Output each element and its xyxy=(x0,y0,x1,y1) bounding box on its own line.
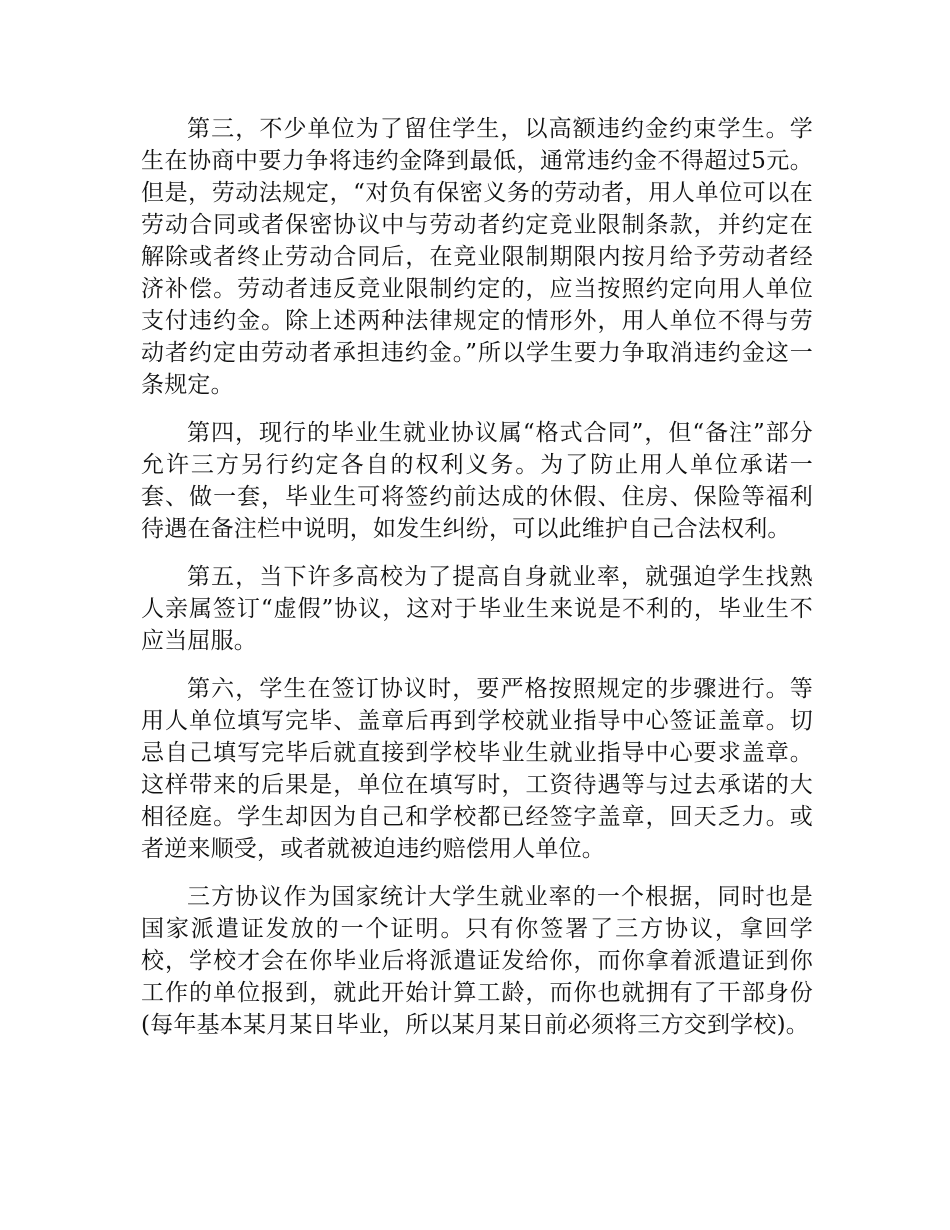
paragraph-fifth-point: 第五，当下许多高校为了提高自身就业率，就强迫学生找熟人亲属签订“虚假”协议，这对于毕业生来说是不利的，毕业生不应当屈服。 xyxy=(141,564,813,654)
document-body xyxy=(141,113,813,1041)
paragraph-fourth-point: 第四，现行的毕业生就业协议属“格式合同”，但“备注”部分允许三方另行约定各自的权利义务。为了防止用人单位承诺一套、做一套，毕业生可将签约前达成的休假、住房、保险等福利待遇在备注栏中说明，如发生纠纷，可以此维护自己合法权利。 xyxy=(141,420,813,542)
paragraph-tripartite-agreement: 三方协议作为国家统计大学生就业率的一个根据，同时也是国家派遣证发放的一个证明。只有你签署了三方协议，拿回学校，学校才会在你毕业后将派遣证发给你，而你拿着派遣证到你工作的单位报到，就此开始计算工龄，而你也就拥有了干部身份(每年基本某月某日毕业，所以某月某日前必须将三方交到学校)。 xyxy=(141,884,813,1038)
paragraph-sixth-point: 第六，学生在签订协议时，要严格按照规定的步骤进行。等用人单位填写完毕、盖章后再到学校就业指导中心签证盖章。切忌自己填写完毕后就直接到学校毕业生就业指导中心要求盖章。这样带来的后果是，单位在填写时，工资待遇等与过去承诺的大相径庭。学生却因为自己和学校都已经签字盖章，回天乏力。或者逆来顺受，或者就被迫违约赔偿用人单位。 xyxy=(141,676,813,862)
paragraph-third-point: 第三，不少单位为了留住学生，以高额违约金约束学生。学生在协商中要力争将违约金降到最低，通常违约金不得超过5元。但是，劳动法规定，“对负有保密义务的劳动者，用人单位可以在劳动合同或者保密协议中与劳动者约定竞业限制条款，并约定在解除或者终止劳动合同后，在竞业限制期限内按月给予劳动者经济补偿。劳动者违反竞业限制约定的，应当按照约定向用人单位支付违约金。除上述两种法律规定的情形外，用人单位不得与劳动者约定由劳动者承担违约金。”所以学生要力争取消违约金这一条规定。 xyxy=(141,116,813,398)
